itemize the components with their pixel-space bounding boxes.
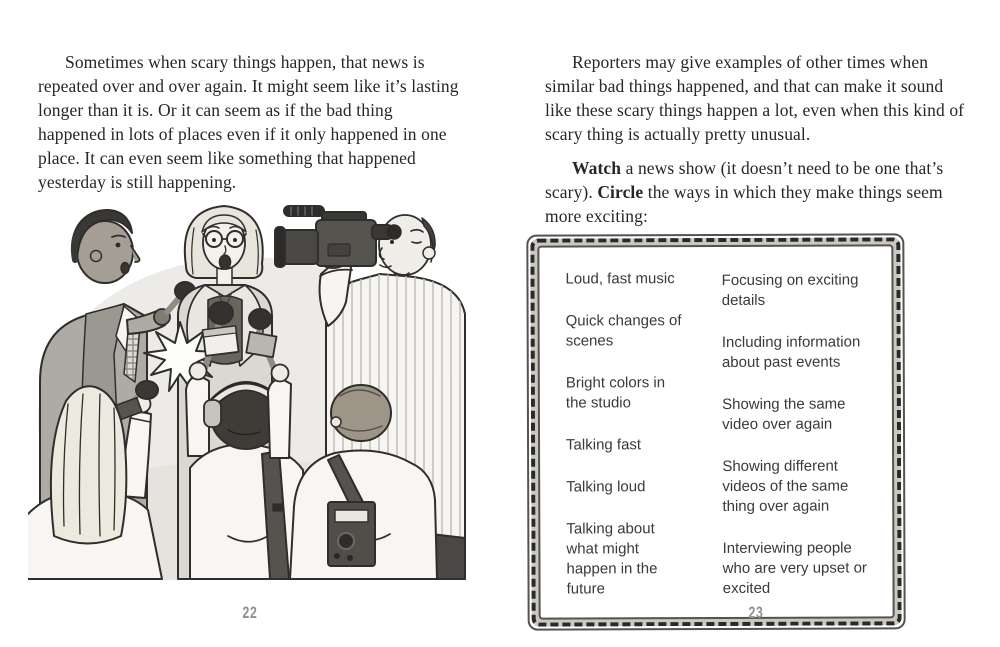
activity-item: Including information about past events xyxy=(721,333,861,371)
page-number-right: 23 xyxy=(748,603,764,622)
news-interview-illustration-svg xyxy=(28,204,470,580)
circle-label: Circle xyxy=(597,182,644,202)
activity-item: Focusing on exciting details xyxy=(721,271,859,309)
activity-box-content xyxy=(537,244,894,619)
activity-item: Showing the same video over again xyxy=(722,395,846,433)
activity-list-right xyxy=(722,268,877,599)
activity-item: Interviewing people who are very upset or excited xyxy=(722,539,867,597)
activity-item: Talking about what might happen in the future xyxy=(566,520,658,598)
left-paragraph: Sometimes when scary things happen, that news is repeated over and over again. It might seem like it’s lasting longer than it is. Or it can seem as if the bad thing happened in lots of places even if it only happened in one place. It can even seem like something that happened yesterday is still happening. xyxy=(38,52,459,192)
activity-item: Talking fast xyxy=(566,436,642,454)
activity-item: Talking loud xyxy=(566,478,646,496)
activity-box-border xyxy=(530,237,901,626)
activity-item: Quick changes of scenes xyxy=(565,312,682,350)
activity-list-left xyxy=(565,269,684,599)
circle-text: the ways in which they make things seem more exciting: xyxy=(545,182,943,226)
news-interview-illustration xyxy=(28,204,470,580)
watch-text: a news show (it doesn’t need to be one that’s scary). xyxy=(545,158,944,202)
page-number-left: 22 xyxy=(242,603,258,622)
activity-item: Loud, fast music xyxy=(565,270,675,288)
reporters-foreground xyxy=(28,363,437,580)
watch-label: Watch xyxy=(572,158,622,178)
right-paragraph: Reporters may give examples of other times when similar bad things happened, and that can make it sound like these scary things happen a lot, even when this kind of scary thing is actually pretty unusual. xyxy=(545,52,965,144)
activity-item: Showing different videos of the same thing over again xyxy=(722,457,849,515)
instruction-paragraph xyxy=(545,156,969,228)
activity-item: Bright colors in the studio xyxy=(565,374,666,412)
activity-box xyxy=(526,233,905,630)
page-right xyxy=(500,0,1000,647)
